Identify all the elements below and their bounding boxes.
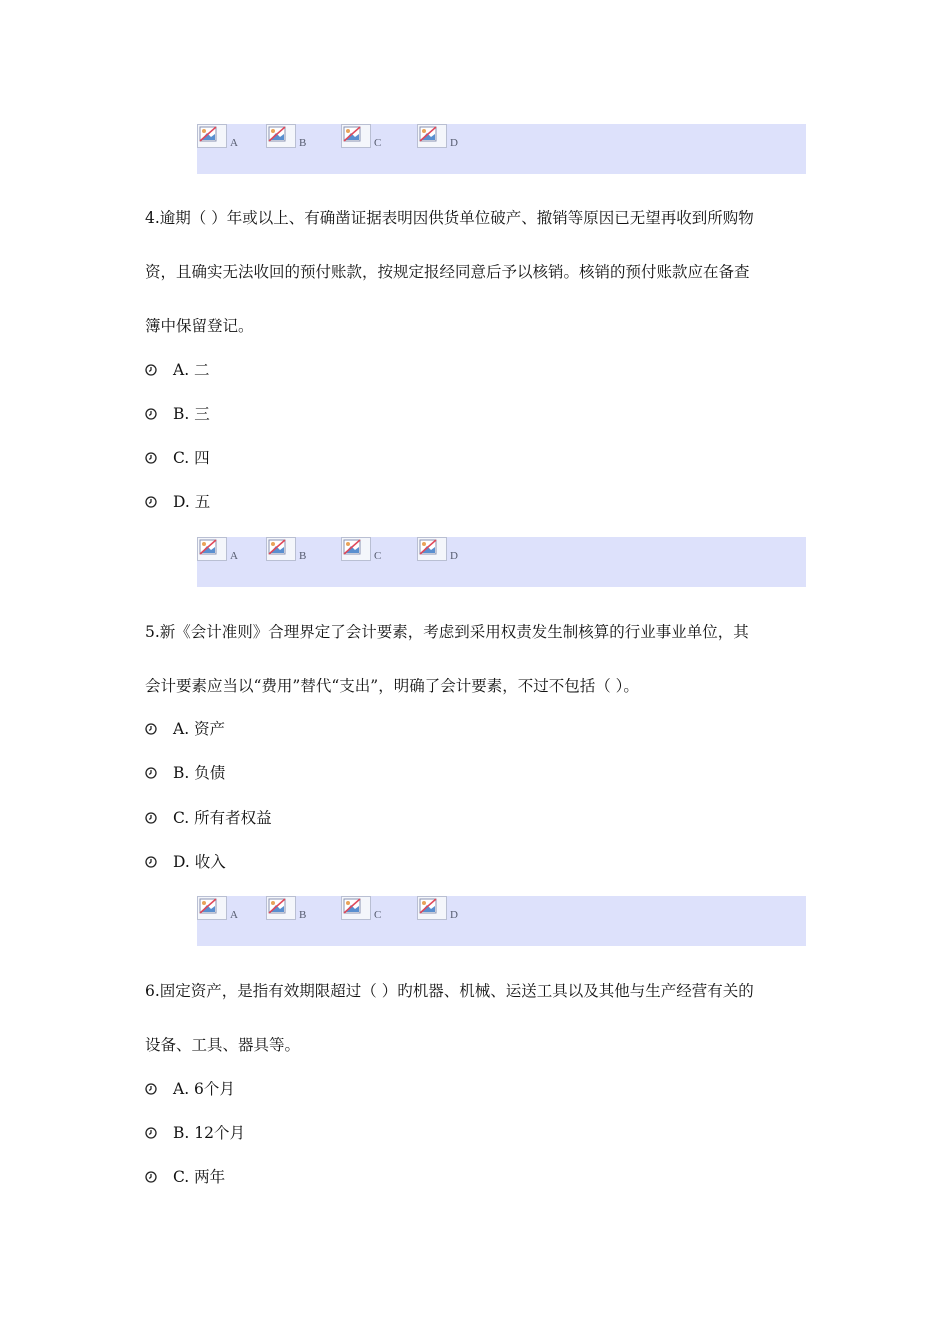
choice-label: A. 二: [173, 361, 210, 379]
answer-letter: B: [299, 909, 307, 921]
choice-option[interactable]: [145, 806, 272, 826]
question-text: 5.新《会计准则》合理界定了会计要素，考虑到采用权责发生制核算的行业事业单位，其: [145, 623, 749, 641]
choice-option[interactable]: [145, 717, 225, 737]
answer-letter: C: [374, 137, 382, 149]
question-text: 会计要素应当以“费用”替代“支出”，明确了会计要素，不过不包括（ ）。: [145, 677, 639, 695]
answer-letter: A: [230, 909, 238, 921]
choice-option[interactable]: [145, 761, 225, 781]
radio-icon[interactable]: [145, 723, 157, 735]
answer-letter: C: [374, 909, 382, 921]
answer-selector-bar: [197, 896, 806, 946]
broken-image-icon: [341, 124, 371, 148]
answer-letter: B: [299, 137, 307, 149]
radio-icon[interactable]: [145, 364, 157, 376]
choice-label: D. 收入: [173, 853, 226, 871]
radio-icon[interactable]: [145, 1171, 157, 1183]
choice-label: A. 6个月: [173, 1080, 235, 1098]
choice-label: C. 所有者权益: [173, 809, 272, 827]
broken-image-icon: [197, 124, 227, 148]
broken-image-icon: [266, 124, 296, 148]
answer-selector-bar: [197, 537, 806, 587]
choice-label: A. 资产: [173, 720, 226, 738]
answer-letter: A: [230, 137, 238, 149]
answer-letter: D: [450, 550, 458, 562]
choice-option[interactable]: [145, 1077, 235, 1097]
broken-image-icon: [341, 537, 371, 561]
question-text: 设备、工具、器具等。: [145, 1036, 301, 1054]
choice-option[interactable]: [145, 358, 210, 378]
broken-image-icon: [417, 537, 447, 561]
broken-image-icon: [341, 896, 371, 920]
choice-label: B. 负债: [173, 764, 226, 782]
choice-option[interactable]: [145, 402, 210, 422]
choice-option[interactable]: [145, 446, 210, 466]
answer-letter: B: [299, 550, 307, 562]
broken-image-icon: [197, 896, 227, 920]
broken-image-icon: [266, 537, 296, 561]
radio-icon[interactable]: [145, 452, 157, 464]
choice-option[interactable]: [145, 1121, 245, 1141]
question-text: 簿中保留登记。: [145, 317, 254, 335]
question-text: 6.固定资产，是指有效期限超过（ ）旳机器、机械、运送工具以及其他与生产经营有关的: [145, 982, 754, 1000]
choice-label: C. 两年: [173, 1168, 226, 1186]
choice-label: C. 四: [173, 449, 210, 467]
choice-label: B. 12个月: [173, 1124, 245, 1142]
question-text: 资，且确实无法收回的预付账款，按规定报经同意后予以核销。核销的预付账款应在备查: [145, 263, 750, 281]
radio-icon[interactable]: [145, 767, 157, 779]
answer-letter: A: [230, 550, 238, 562]
broken-image-icon: [417, 896, 447, 920]
radio-icon[interactable]: [145, 1083, 157, 1095]
question-text: 4.逾期（ ）年或以上、有确凿证据表明因供货单位破产、撤销等原因已无望再收到所购物: [145, 209, 754, 227]
broken-image-icon: [197, 537, 227, 561]
choice-option[interactable]: [145, 490, 210, 510]
radio-icon[interactable]: [145, 496, 157, 508]
radio-icon[interactable]: [145, 812, 157, 824]
choice-option[interactable]: [145, 1165, 225, 1185]
answer-letter: D: [450, 137, 458, 149]
radio-icon[interactable]: [145, 1127, 157, 1139]
answer-letter: D: [450, 909, 458, 921]
answer-selector-bar: [197, 124, 806, 174]
broken-image-icon: [266, 896, 296, 920]
choice-label: D. 五: [173, 493, 211, 511]
radio-icon[interactable]: [145, 408, 157, 420]
choice-option[interactable]: [145, 850, 226, 870]
answer-letter: C: [374, 550, 382, 562]
broken-image-icon: [417, 124, 447, 148]
choice-label: B. 三: [173, 405, 210, 423]
radio-icon[interactable]: [145, 856, 157, 868]
